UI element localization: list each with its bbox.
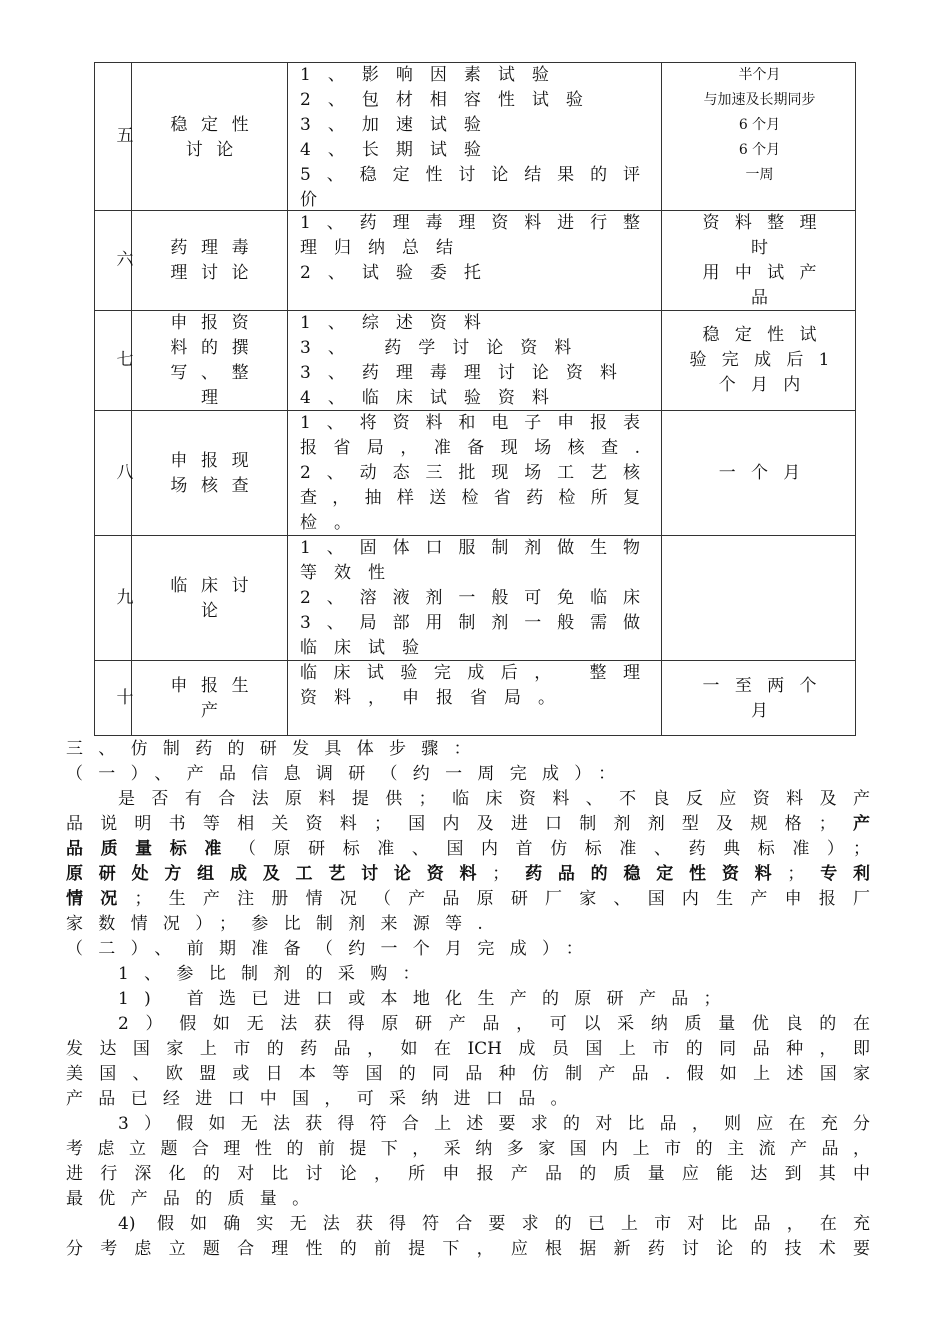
content-line: 1、固体口服制剂做生物 (300, 538, 640, 558)
stage-name-line: 产 (200, 701, 232, 721)
text-segment: ；生产注册情况（产品原研厂家、国内生产申报厂 (134, 889, 871, 909)
stage-name-line: 论 (200, 601, 232, 621)
duration-line: 稳定性试 (702, 325, 832, 345)
text-segment: 美国、欧盟或日本等国的同品种仿制产品.假如上述国家 (66, 1064, 870, 1084)
text-line (66, 812, 870, 837)
content-line: 3、 药学讨论资料 (300, 338, 589, 358)
duration-line: 与加速及长期同步 (703, 92, 816, 108)
text-segment: 3）假如无法获得符合上述要求的对比品，则应在充分 (118, 1114, 870, 1134)
text-line (66, 987, 870, 1012)
stage-number: 七 (116, 350, 134, 370)
stage-name-line: 写、整 (170, 363, 263, 383)
text-line (66, 962, 870, 987)
bold-text: 专利 (804, 864, 871, 884)
content-line: 1、药理毒理资料进行整 (300, 213, 640, 233)
stage-duration (662, 211, 857, 311)
stage-name-line: 申报现 (170, 451, 263, 471)
stage-number: 五 (116, 126, 134, 146)
content-line: 等效性 (300, 563, 402, 583)
content-line: 2、试验委托 (300, 263, 498, 283)
text-segment: 是否有合法原料提供；临床资料、不良反应资料及产 (118, 789, 870, 809)
text-segment: 进行深化的对比讨论，所申报产品的质量应能达到其中 (66, 1164, 870, 1184)
text-line (66, 912, 870, 937)
stage-name-line: 场核查 (170, 476, 263, 496)
duration-line: 半个月 (738, 67, 781, 83)
text-line (66, 1237, 870, 1262)
text-segment: 品说明书等相关资料；国内及进口制剂剂型及规格； (66, 814, 836, 834)
text-segment: 发达国家上市的药品，如在ICH成员国上市的同品种，即 (66, 1039, 870, 1059)
content-line: 检。 (300, 513, 368, 533)
stage-name-line: 稳定性 (170, 115, 263, 135)
content-line: 1、综述资料 (300, 313, 498, 333)
content-line: 报省局，准备现场核查. (300, 438, 640, 458)
stage-duration (662, 311, 857, 398)
stage-content (288, 311, 662, 411)
text-segment: 1、参比制剂的采购： (118, 964, 435, 984)
text-segment: 家数情况）；参比制剂来源等. (66, 914, 499, 934)
stage-name-line: 讨论 (185, 140, 247, 160)
stage-name (131, 63, 288, 163)
stage-number: 十 (116, 688, 134, 708)
text-segment: 产品已经进口中国，可采纳进口品。 (66, 1089, 583, 1109)
stage-name-line: 理讨论 (170, 263, 263, 283)
text-segment: 4) 假如确实无法获得符合要求的已上市对比品，在充 (118, 1214, 870, 1234)
bold-text: 原研处方组成及工艺讨论资料 (66, 864, 493, 884)
text-segment: 分考虑立题合理性的前提下，应根据新药讨论的技术要 (66, 1239, 870, 1259)
text-line (66, 1062, 870, 1087)
content-line: 临床试验 (300, 638, 436, 658)
content-line: 理归纳总结 (300, 238, 470, 258)
stage-content (288, 411, 662, 536)
content-line: 查，抽样送检省药检所复 (300, 488, 640, 508)
stage-name (131, 411, 288, 499)
stage-name (131, 211, 288, 286)
duration-line: 6 个月 (738, 117, 781, 133)
stage-name-line: 申报资 (170, 313, 263, 333)
stage-name-line: 申报生 (170, 676, 263, 696)
duration-line: 6 个月 (738, 142, 781, 158)
duration-line: 一个月 (718, 463, 816, 483)
text-line (66, 1137, 870, 1162)
text-segment: 三、仿制药的研发具体步骤： (66, 739, 486, 759)
stage-duration (662, 411, 857, 486)
duration-line: 验完成后1 (689, 350, 845, 370)
content-line: 1、将资料和电子申报表 (300, 413, 640, 433)
text-line (66, 1087, 870, 1112)
content-line: 2、动态三批现场工艺核 (300, 463, 640, 483)
text-line (66, 787, 870, 812)
text-line (66, 1112, 870, 1137)
text-line (66, 937, 870, 962)
duration-line: 月 (750, 701, 784, 721)
content-line: 临床试验完成后， 整理 (300, 663, 640, 683)
text-line (66, 1037, 870, 1062)
text-segment: ； (787, 864, 805, 884)
stage-name-line: 药理毒 (170, 238, 263, 258)
text-segment: 考虑立题合理性的前提下，采纳多家国内上市的主流产品， (66, 1139, 870, 1159)
content-line: 4、长期试验 (300, 140, 498, 160)
stage-number: 六 (116, 250, 134, 270)
duration-line: 资料整理 (702, 213, 832, 233)
text-line (66, 762, 870, 787)
stage-content (288, 211, 662, 286)
content-line: 3、加速试验 (300, 115, 498, 135)
content-line: 5、稳定性讨论结果的评 (300, 165, 640, 185)
duration-line: 用中试产 (702, 263, 832, 283)
content-line: 资料，申报省局。 (300, 688, 572, 708)
stage-number: 八 (116, 462, 134, 483)
content-line: 3、局部用制剂一般需做 (300, 613, 640, 633)
stage-name (131, 536, 288, 624)
duration-line: 一至两个 (702, 676, 832, 696)
content-line: 4、临床试验资料 (300, 388, 566, 408)
text-line (66, 1162, 870, 1187)
text-line (66, 862, 870, 887)
stage-name (131, 661, 288, 724)
bold-text: 情况 (66, 889, 135, 909)
stage-content (288, 536, 662, 661)
bold-text: 产 (835, 814, 870, 834)
bold-text: 药品的稳定性资料 (509, 864, 788, 884)
duration-line: 品 (750, 288, 784, 308)
content-line: 1、影响因素试验 (300, 65, 566, 85)
stage-name-line: 理 (200, 388, 232, 408)
content-line: 2、溶液剂一般可免临床 (300, 588, 640, 608)
text-line (66, 1187, 870, 1212)
text-line (66, 737, 870, 762)
duration-line: 个月内 (718, 375, 816, 395)
text-segment: （原研标准、国内首仿标准、药典标准）； (238, 839, 871, 859)
content-line: 3、药理毒理讨论资料 (300, 363, 634, 383)
duration-line: 一周 (745, 167, 774, 183)
stage-duration (662, 661, 857, 724)
text-segment: ； (492, 864, 510, 884)
text-segment: 1) 首选已进口或本地化生产的原研产品； (118, 989, 736, 1009)
stage-content (288, 661, 662, 711)
stage-number: 九 (116, 587, 134, 608)
text-line (66, 837, 870, 862)
document-body (66, 737, 870, 1262)
stage-name-line: 料的撰 (170, 338, 263, 358)
bold-text: 品质量标准 (66, 839, 239, 859)
text-line (66, 1012, 870, 1037)
stage-duration (662, 63, 857, 188)
text-segment: （二）、前期准备（约一个月完成）： (66, 939, 599, 959)
text-segment: 2）假如无法获得原研产品，可以采纳质量优良的在 (118, 1014, 870, 1034)
text-segment: （一）、产品信息调研（约一周完成）： (66, 764, 631, 784)
stage-name-line: 临床讨 (170, 576, 263, 596)
text-line (66, 887, 870, 912)
content-line: 价 (300, 190, 334, 210)
text-line (66, 1212, 870, 1237)
text-segment: 最优产品的质量。 (66, 1189, 325, 1209)
schedule-table (94, 62, 856, 736)
content-line: 2、包材相容性试验 (300, 90, 600, 110)
stage-content (288, 63, 662, 213)
stage-name (131, 311, 288, 411)
duration-line: 时 (750, 238, 784, 258)
